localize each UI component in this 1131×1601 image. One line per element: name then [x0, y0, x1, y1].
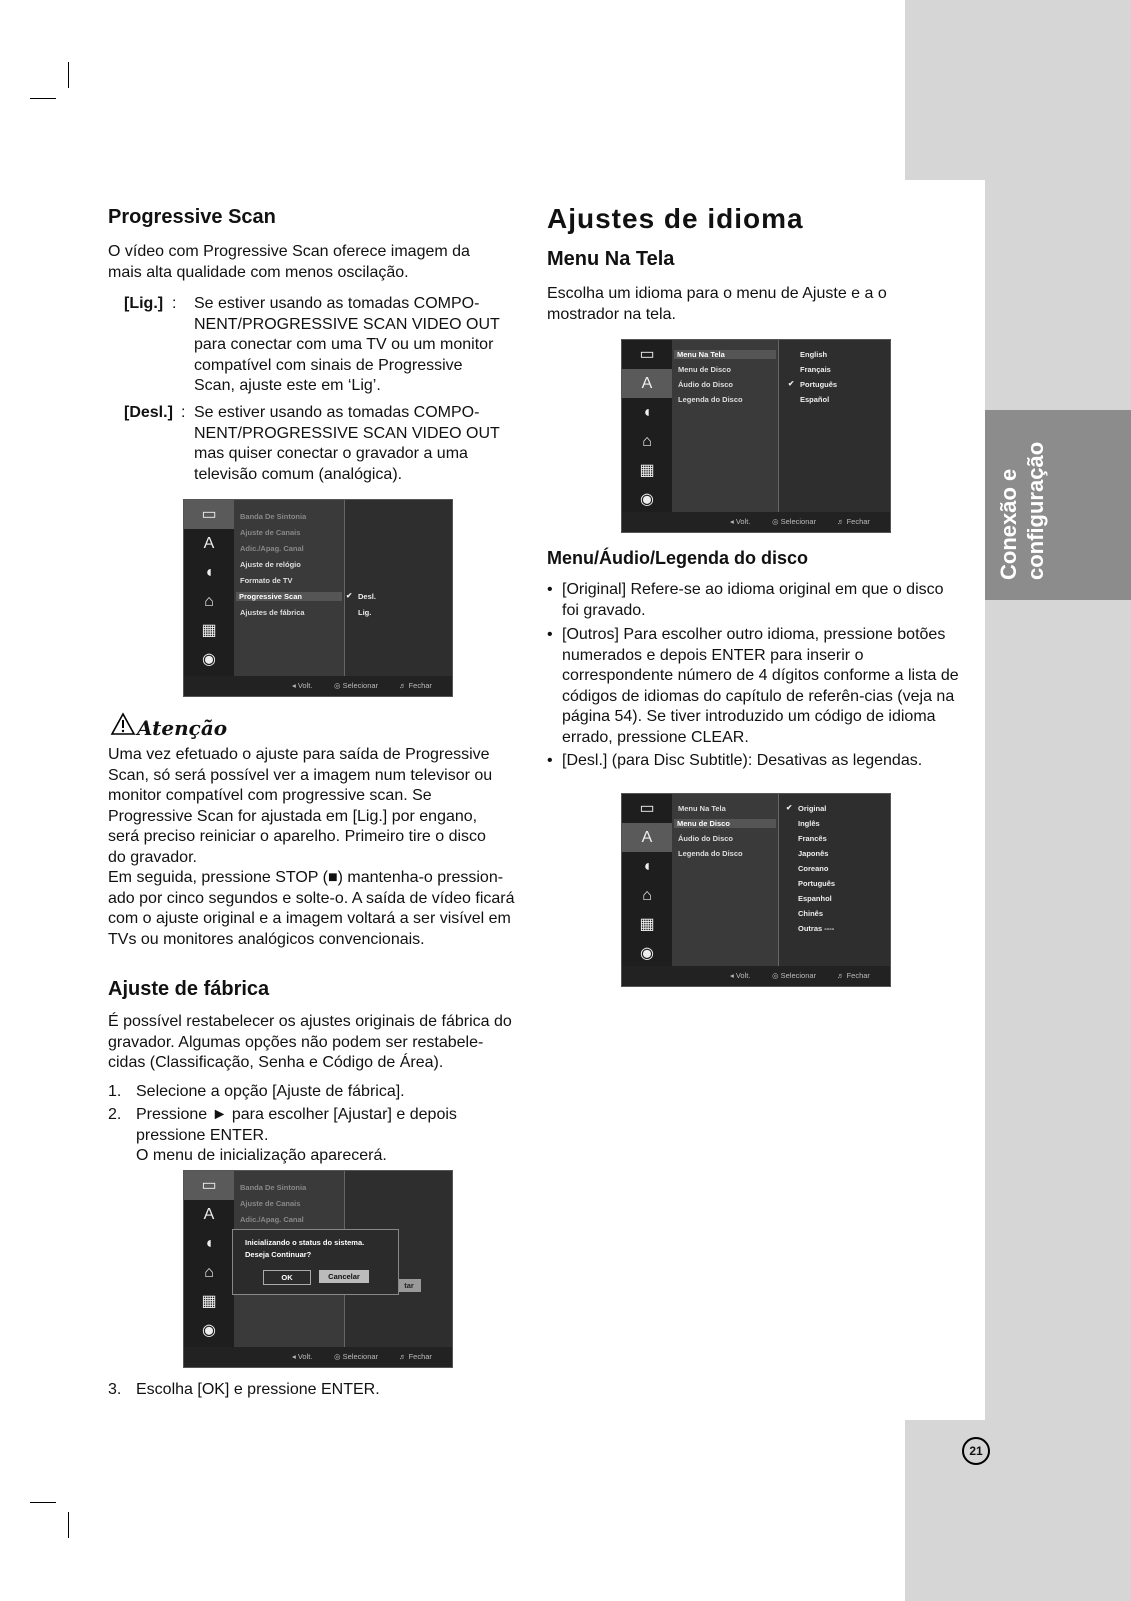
menu-footer: [622, 966, 890, 986]
menu-option: Francês: [798, 834, 827, 843]
factory-reset-intro: É possível restabelecer os ajustes originais de fábrica do gravador. Algumas opções não podem ser restabele-cidas (Classificação, Senha e Código de Área).: [108, 1013, 512, 1071]
menu-footer: [184, 676, 452, 696]
language-icon: A: [622, 369, 672, 398]
osd-language-text: Escolha um idioma para o menu de Ajuste e a o mostrador na tela.: [547, 285, 887, 323]
menu-item: Ajuste de relógio: [240, 560, 301, 569]
audio-icon: ◖: [204, 1235, 214, 1252]
menu-footer: [622, 512, 890, 532]
definition-colon: :: [172, 295, 177, 312]
audio-icon: ◖: [642, 404, 652, 421]
tv-icon: ▭: [184, 500, 234, 529]
disc-menu-screenshot: [621, 793, 891, 987]
footer-back: ◂ Volt.: [730, 517, 751, 526]
factory-reset-heading: Ajuste de fábrica: [108, 978, 270, 1000]
menu-item-selected: Menu Na Tela: [674, 350, 776, 359]
language-menu-screenshot: [621, 339, 891, 533]
factory-reset-screenshot: [183, 1170, 453, 1368]
definition-term: [Desl.]: [124, 404, 173, 421]
warning-text-continued: Em seguida, pressione STOP (■) mantenha-o pression-ado por cinco segundos e solte-o. A saída de vídeo ficará com o ajuste original e a imagem voltará a ser visível em TVs ou monitores analógicos convencionais.: [108, 869, 515, 948]
step-3: [108, 1380, 506, 1401]
menu-list: [672, 340, 779, 512]
language-icon: A: [203, 1206, 215, 1223]
definition-desl: [124, 403, 514, 487]
crop-mark: [68, 1512, 69, 1538]
menu-item: Ajustes de fábrica: [240, 608, 305, 617]
bullet-text: [Desl.] (para Disc Subtitle): Desativas as legendas.: [562, 752, 923, 769]
menu-option: Original: [798, 804, 827, 813]
menu-option: Espanhol: [798, 894, 832, 903]
menu-option: Español: [800, 395, 830, 404]
film-icon: ▦: [639, 916, 655, 933]
footer-select: ◎ Selecionar: [334, 681, 379, 690]
bullet-dot: •: [547, 626, 553, 643]
check-icon: ✔: [346, 591, 353, 600]
menu-option: English: [800, 350, 828, 359]
menu-footer: [184, 1347, 452, 1367]
bullet-text: [Outros] Para escolher outro idioma, pressione botões numerados e depois ENTER para inserir o correspondente número de 4 dígitos conforme a lista de códigos de idiomas do capítulo de referên-cias (veja na página 54). Se tiver introduzido um código de idioma errado, pressione CLEAR.: [562, 626, 959, 746]
step-text: Pressione ► para escolher [Ajustar] e depois pressione ENTER.: [136, 1106, 457, 1144]
menu-option: Coreano: [798, 864, 829, 873]
menu-item: Ajuste de Canais: [240, 1199, 301, 1208]
definition-desc: Se estiver usando as tomadas COMPO-NENT/PROGRESSIVE SCAN VIDEO OUT mas quiser conectar o gravador a uma televisão comum (analógica).: [194, 404, 500, 483]
crop-mark: [30, 98, 56, 99]
menu-item: Banda De Sintonia: [240, 512, 307, 521]
menu-option: Outras ----: [798, 924, 835, 933]
menu-option: Lig.: [358, 608, 372, 617]
menu-item: Adic./Apag. Canal: [240, 1215, 304, 1224]
menu-item: Formato de TV: [240, 576, 293, 585]
dialog-question: Deseja Continuar?: [245, 1250, 312, 1259]
menu-item: Banda De Sintonia: [240, 1183, 307, 1192]
step-number: 2.: [108, 1106, 122, 1123]
definition-lig: [124, 294, 514, 398]
menu-option: Inglês: [798, 819, 820, 828]
step-2: [108, 1105, 506, 1167]
bullet-dot: •: [547, 752, 553, 769]
footer-select: ◎ Selecionar: [772, 517, 817, 526]
footer-back: ◂ Volt.: [730, 971, 751, 980]
menu-item: Áudio do Disco: [678, 834, 733, 843]
footer-close: ♬ Fechar: [837, 971, 870, 980]
step-1: [108, 1082, 506, 1103]
menu-item: Adic./Apag. Canal: [240, 544, 304, 553]
page-title: Ajustes de idioma: [547, 203, 804, 234]
menu-icon-column: [622, 794, 672, 966]
dialog-message: Inicializando o status do sistema.: [245, 1238, 365, 1247]
definition-term: [Lig.]: [124, 295, 164, 312]
film-icon: ▦: [201, 622, 217, 639]
film-icon: ▦: [639, 462, 655, 479]
tv-icon: ▭: [639, 346, 655, 363]
menu-option: Français: [800, 365, 831, 374]
step-text: Escolha [OK] e pressione ENTER.: [136, 1381, 380, 1398]
crop-mark: [30, 1502, 56, 1503]
menu-option: Português: [798, 879, 836, 888]
disc-icon: ◉: [640, 945, 654, 962]
osd-language-heading: Menu Na Tela: [547, 248, 675, 270]
warning-text: Uma vez efetuado o ajuste para saída de Progressive Scan, só será possível ver a imagem num televisor ou monitor compatível com progressive scan. Se Progressive Scan for ajustada em [Lig.] por engano, será preciso reiniciar o aparelho. Primeiro tire o disco do gravador.: [108, 746, 493, 866]
warning-triangle-icon: [110, 712, 136, 736]
chapter-tab-label: Conexão e configuração: [996, 441, 1048, 580]
check-icon: ✔: [786, 803, 793, 812]
lock-icon: ⌂: [642, 887, 652, 904]
behind-button: tar: [397, 1279, 421, 1292]
language-icon: A: [622, 823, 672, 852]
menu-option: Chinês: [798, 909, 824, 918]
film-icon: ▦: [201, 1293, 217, 1310]
footer-close: ♬ Fechar: [399, 1352, 432, 1361]
bullet-original: [547, 580, 962, 621]
bullet-desl: [547, 751, 982, 772]
bullet-outros: [547, 625, 962, 748]
check-icon: ✔: [788, 379, 795, 388]
menu-item: Áudio do Disco: [678, 380, 733, 389]
step-text-continued: O menu de inicialização aparecerá.: [136, 1147, 387, 1164]
disc-icon: ◉: [640, 491, 654, 508]
menu-item: Menu Na Tela: [678, 804, 726, 813]
disc-language-heading: Menu/Áudio/Legenda do disco: [547, 548, 808, 568]
audio-icon: ◖: [642, 858, 652, 875]
footer-close: ♬ Fechar: [837, 517, 870, 526]
language-icon: A: [203, 535, 215, 552]
definition-colon: :: [181, 404, 186, 421]
footer-select: ◎ Selecionar: [334, 1352, 379, 1361]
footer-close: ♬ Fechar: [399, 681, 432, 690]
menu-option: Desl.: [358, 592, 376, 601]
page-number: 21: [962, 1437, 990, 1465]
menu-option: Japonês: [798, 849, 829, 858]
step-text: Selecione a opção [Ajuste de fábrica].: [136, 1083, 405, 1100]
audio-icon: ◖: [204, 564, 214, 581]
footer-select: ◎ Selecionar: [772, 971, 817, 980]
disc-icon: ◉: [202, 651, 216, 668]
tv-icon: ▭: [184, 1171, 234, 1200]
menu-icon-column: [184, 1171, 234, 1347]
menu-icon-column: [622, 340, 672, 512]
crop-mark: [68, 62, 69, 88]
menu-item: Ajuste de Canais: [240, 528, 301, 537]
lock-icon: ⌂: [204, 593, 214, 610]
setup-menu-screenshot: [183, 499, 453, 697]
definition-desc: Se estiver usando as tomadas COMPO-NENT/PROGRESSIVE SCAN VIDEO OUT para conectar com uma TV ou um monitor compatível com sinais de Progressive Scan, ajuste este em ‘Lig’.: [194, 295, 500, 394]
menu-item-selected: Menu de Disco: [674, 819, 776, 828]
lock-icon: ⌂: [204, 1264, 214, 1281]
ok-button[interactable]: OK: [263, 1270, 311, 1285]
bullet-text: [Original] Refere-se ao idioma original em que o disco foi gravado.: [562, 581, 944, 619]
menu-item: Menu de Disco: [678, 365, 731, 374]
menu-item: Legenda do Disco: [678, 395, 743, 404]
menu-item: Legenda do Disco: [678, 849, 743, 858]
bullet-dot: •: [547, 581, 553, 598]
cancel-button[interactable]: Cancelar: [319, 1270, 369, 1283]
menu-icon-column: [184, 500, 234, 676]
footer-back: ◂ Volt.: [292, 1352, 313, 1361]
step-number: 1.: [108, 1083, 122, 1100]
step-number: 3.: [108, 1381, 122, 1398]
footer-back: ◂ Volt.: [292, 681, 313, 690]
menu-option: Português: [800, 380, 838, 389]
tv-icon: ▭: [639, 800, 655, 817]
menu-item-selected: Progressive Scan: [236, 592, 342, 601]
menu-list: [234, 500, 345, 676]
sidebar-margin: [905, 180, 985, 1420]
warning-title: Atenção: [137, 716, 228, 740]
confirm-dialog: [232, 1229, 399, 1295]
menu-list: [672, 794, 779, 966]
disc-icon: ◉: [202, 1322, 216, 1339]
progressive-scan-heading: Progressive Scan: [108, 206, 276, 228]
progressive-scan-intro: O vídeo com Progressive Scan oferece imagem da mais alta qualidade com menos oscilação.: [108, 243, 470, 281]
lock-icon: ⌂: [642, 433, 652, 450]
